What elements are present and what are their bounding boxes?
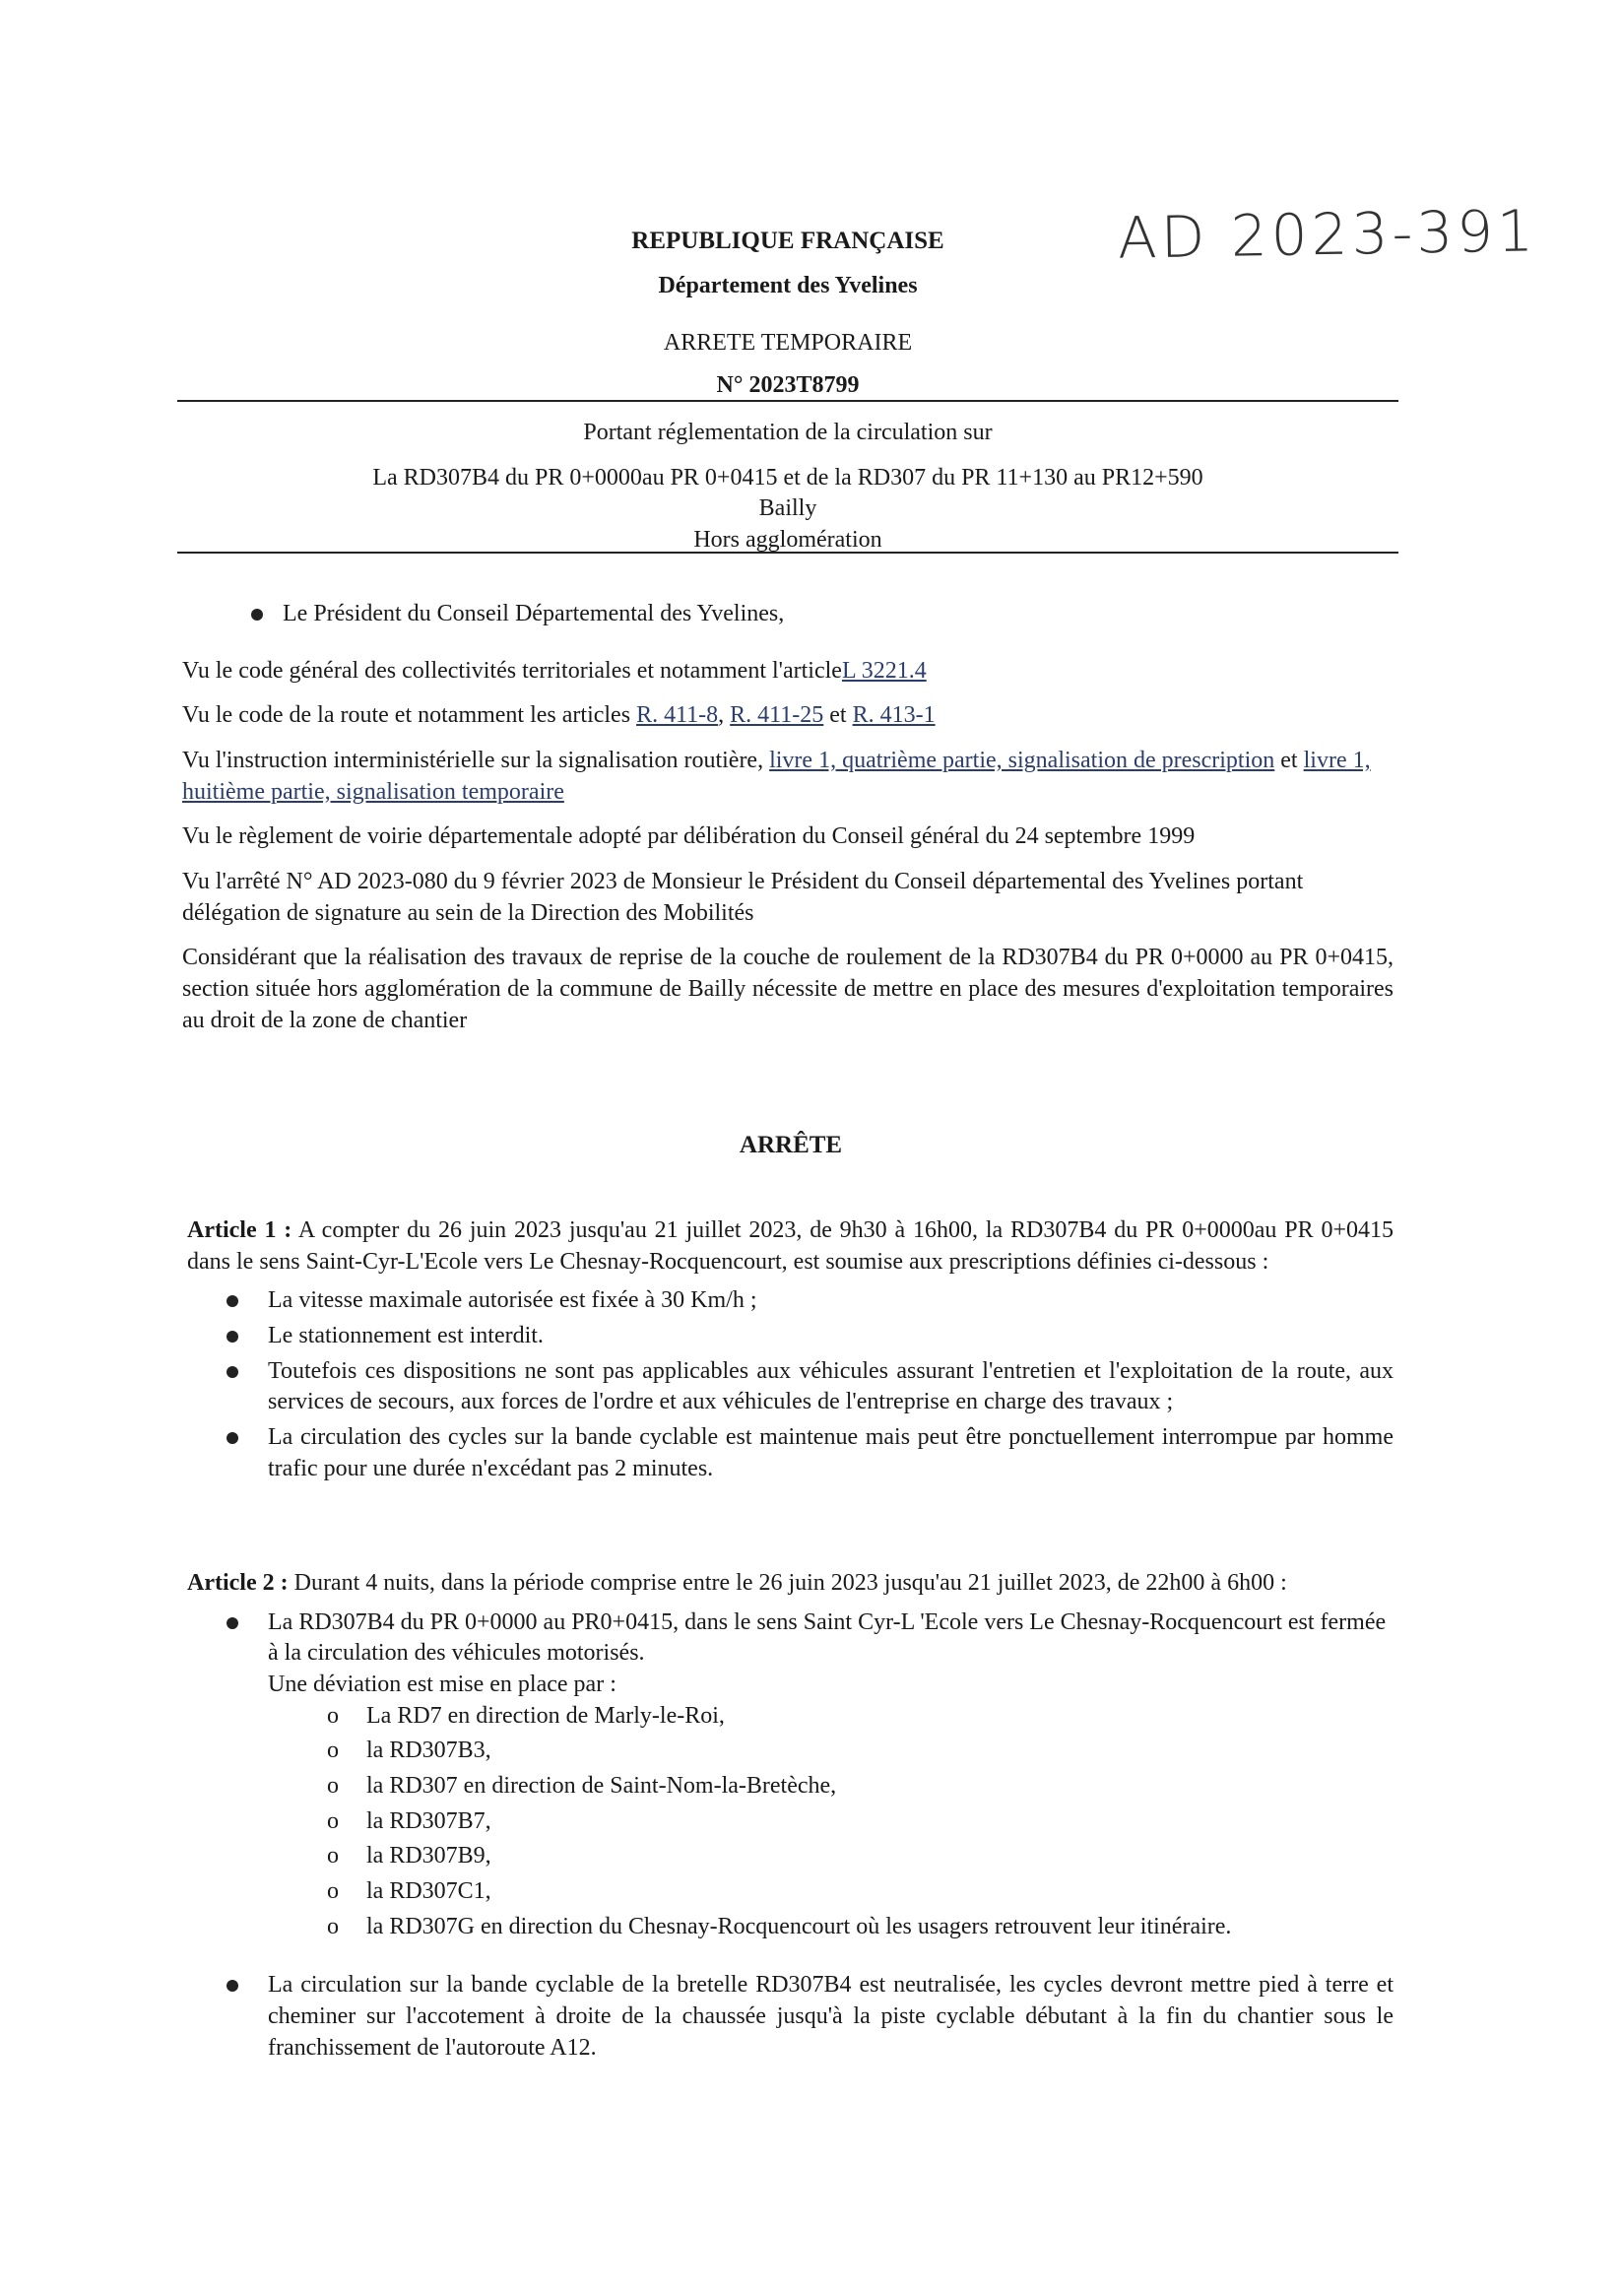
vu-cgct: Vu le code général des collectivités territoriales et notamment l'articleL 3221.4 — [182, 657, 927, 684]
header-rule-top — [177, 400, 1398, 402]
link-livre1-prescription[interactable]: livre 1, quatrième partie, signalisation de prescription — [769, 748, 1275, 774]
list-item: o la RD307 en direction de Saint-Nom-la-Bretèche, — [327, 1773, 837, 1800]
bullet-icon — [251, 609, 263, 621]
link-r411-25[interactable]: R. 411-25 — [730, 702, 824, 729]
list-item: o la RD307G en direction du Chesnay-Rocquencourt où les usagers retrouvent leur itinéraire. — [327, 1913, 1232, 1939]
link-livre1-temporaire[interactable]: livre 1, huitième partie, signalisation temporaire — [182, 748, 1371, 805]
deviation-intro: Une déviation est mise en place par : — [268, 1672, 616, 1698]
subject-line-3: Bailly — [758, 495, 817, 522]
document-number: N° 2023T8799 — [716, 372, 860, 399]
president-line: Le Président du Conseil Départemental des Yvelines, — [251, 599, 1394, 630]
list-item: o La RD7 en direction de Marly-le-Roi, — [327, 1702, 725, 1729]
article-1-text: A compter du 26 juin 2023 jusqu'au 21 juillet 2023, de 9h30 à 16h00, la RD307B4 du PR 0+0000au PR 0+0415 dans le sens Saint-Cyr-L'Ecole vers Le Chesnay-Rocquencourt, est soumise aux prescriptions définies ci-dessous : — [187, 1217, 1394, 1275]
list-item — [227, 1607, 1394, 1947]
subject-line-4: Hors agglomération — [693, 527, 882, 554]
closure-text: La RD307B4 du PR 0+0000 au PR0+0415, dans le sens Saint Cyr-L 'Ecole vers Le Chesnay-Rocquencourt est fermée à la circulation des véhicules motorisés. — [268, 1608, 1387, 1667]
document-type: ARRETE TEMPORAIRE — [663, 329, 913, 356]
article-2-text: Durant 4 nuits, dans la période comprise entre le 26 juin 2023 jusqu'au 21 juillet 2023, de 22h00 à 6h00 : — [293, 1570, 1287, 1596]
list-item: o la RD307C1, — [327, 1878, 491, 1905]
bullet-icon — [227, 1617, 238, 1629]
header-rule-bottom — [177, 552, 1398, 554]
subject-line-2: La RD307B4 du PR 0+0000au PR 0+0415 et de la RD307 du PR 11+130 au PR12+590 — [372, 464, 1203, 491]
arrete-title: ARRÊTE — [739, 1132, 843, 1158]
list-item: o la RD307B9, — [327, 1843, 491, 1870]
bullet-icon — [227, 1366, 238, 1378]
country-title: REPUBLIQUE FRANÇAISE — [631, 228, 944, 254]
list-item: La circulation des cycles sur la bande cyclable est maintenue mais peut être ponctuellement interrompue par homme trafic pour une durée n'excédant pas 2 minutes. — [227, 1422, 1394, 1484]
list-item: Toutefois ces dispositions ne sont pas applicables aux véhicules assurant l'entretien et l'exploitation de la route, aux services de secours, aux forces de l'ordre et aux véhicules de l'entreprise en charge des travaux ; — [227, 1356, 1394, 1418]
article-2-bullets — [227, 1607, 1394, 2065]
list-item: o la RD307B7, — [327, 1807, 491, 1834]
link-r411-8[interactable]: R. 411-8 — [636, 702, 719, 729]
list-item — [227, 1970, 1394, 2064]
department-title: Département des Yvelines — [658, 273, 918, 298]
bullet-icon — [227, 1432, 238, 1444]
bullet-icon — [227, 1295, 238, 1307]
subject-line-1: Portant réglementation de la circulation sur — [583, 420, 993, 445]
vu-reglement-voirie: Vu le règlement de voirie départementale adopté par délibération du Conseil général du 24 septembre 1999 — [182, 823, 1196, 850]
vu-code-route: Vu le code de la route et notamment les articles R. 411-8, R. 411-25 et R. 413-1 — [182, 702, 936, 729]
article-1-heading: Article 1 : — [187, 1217, 292, 1243]
article-1 — [187, 1215, 1394, 1488]
bullet-icon — [227, 1980, 238, 1992]
deviation-list — [327, 1701, 1394, 1943]
cycle-lane-text: La circulation sur la bande cyclable de la bretelle RD307B4 est neutralisée, les cycles devront mettre pied à terre et cheminer sur l'accotement à droite de la chaussée jusqu'à la piste cyclable débutant à la fin du chantier sous le franchissement de l'autoroute A12. — [268, 1972, 1394, 2061]
document-header — [177, 225, 1398, 402]
link-r413-1[interactable]: R. 413-1 — [852, 702, 936, 729]
preamble — [182, 599, 1394, 1036]
list-item: La vitesse maximale autorisée est fixée à 30 Km/h ; — [227, 1285, 1394, 1317]
article-1-bullets — [227, 1285, 1394, 1484]
vu-arrete-delegation: Vu l'arrêté N° AD 2023-080 du 9 février 2023 de Monsieur le Président du Conseil départemental des Yvelines portant délégation de signature au sein de la Direction des Mobilités — [182, 869, 1304, 926]
list-item: Le stationnement est interdit. — [227, 1321, 1394, 1352]
subject-block — [177, 418, 1398, 557]
handwritten-reference: AD 2023-391 — [1117, 197, 1538, 272]
vu-instruction: Vu l'instruction interministérielle sur la signalisation routière, livre 1, quatrième partie, signalisation de prescription et livre 1, huitième partie, signalisation temporaire — [182, 748, 1371, 805]
link-l3221-4[interactable]: L 3221.4 — [841, 657, 927, 684]
bullet-icon — [227, 1331, 238, 1343]
considerant: Considérant que la réalisation des travaux de reprise de la couche de roulement de la RD307B4 du PR 0+0000 au PR 0+0415, section située hors agglomération de la commune de Bailly nécessite de mettre en place des mesures d'exploitation temporaires au droit de la zone de chantier — [182, 945, 1394, 1033]
list-item: o la RD307B3, — [327, 1738, 491, 1764]
article-2-heading: Article 2 : — [187, 1570, 289, 1596]
article-2 — [187, 1568, 1394, 2067]
